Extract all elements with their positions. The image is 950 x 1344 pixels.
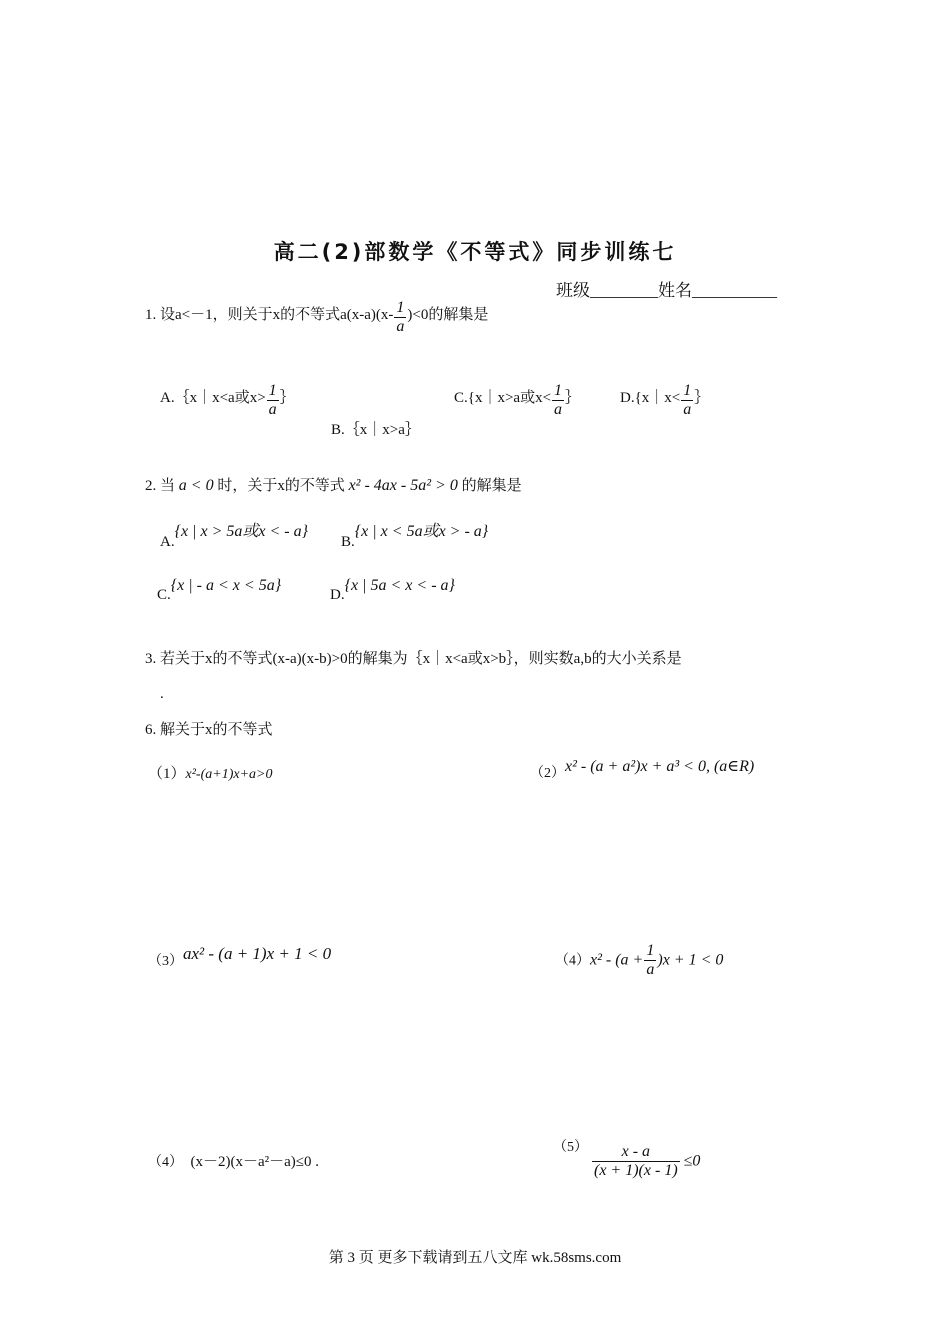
q1-frac-num: 1 — [396, 299, 405, 316]
q1-option-c-fraction — [552, 382, 564, 420]
q6-part-3-label: （3） — [148, 954, 183, 969]
question-6: 6. 解关于x的不等式 — [145, 722, 273, 738]
q2-option-b-label: B. — [341, 534, 355, 550]
q2-stem-a: 2. 当 — [145, 478, 176, 494]
q1-option-c-close: ｝ — [565, 390, 581, 406]
q6-part-1 — [148, 762, 272, 783]
q6-part-6-label: （5） — [553, 1140, 588, 1156]
q2-stem-c: 的解集是 — [461, 478, 522, 494]
page-footer: 第 3 页 更多下载请到五八文库 wk.58sms.com — [328, 1250, 622, 1266]
frac-den: a — [554, 401, 563, 419]
q6-part-2 — [530, 756, 755, 781]
question-3: 3. 若关于x的不等式(x-a)(x-b)>0的解集为｛x｜x<a或x>b｝，则实数a,b的大小关系是 — [145, 651, 682, 667]
page-title: 高二(2)部数学《不等式》同步训练七 — [273, 240, 677, 264]
q6-part-4-label: （4） — [555, 953, 590, 969]
q2-option-d-text: {x | 5a < x < - a} — [344, 577, 455, 594]
q1-option-d — [620, 382, 710, 420]
q1-stem-b: )<0的解集是 — [407, 307, 489, 323]
frac-num: 1 — [554, 382, 563, 399]
frac-den: (x + 1)(x - 1) — [594, 1162, 678, 1180]
q6-part-1-label: （1） — [148, 766, 186, 782]
q2-condition: a < 0 — [178, 477, 214, 494]
q2-option-d — [330, 577, 455, 604]
class-name-line: 班级________姓名__________ — [556, 281, 777, 300]
frac-den: a — [268, 401, 277, 419]
q1-option-b: B.｛x｜x>a｝ — [331, 422, 420, 438]
q2-option-c-label: C. — [157, 587, 171, 603]
q2-stem-b: 时，关于x的不等式 — [217, 478, 345, 494]
q2-option-a — [160, 523, 309, 551]
q2-inequality: x² - 4ax - 5a² > 0 — [348, 477, 458, 494]
q1-stem-a: 1. 设a<－1，则关于x的不等式a(x-a)(x- — [145, 307, 394, 323]
q6-part-4-fraction — [644, 942, 656, 980]
q6-part-6 — [553, 1140, 701, 1181]
q2-option-b-text: {x | x < 5a或x > - a} — [354, 523, 489, 540]
q2-option-d-label: D. — [330, 587, 345, 603]
q2-option-b — [341, 523, 489, 551]
q1-option-c-text: C.{x｜x>a或x< — [454, 390, 552, 406]
q6-part-4-expr-a: x² - (a + — [590, 951, 644, 969]
frac-den: a — [683, 401, 692, 419]
q1-option-a-text: A.｛x｜x<a或x> — [160, 390, 266, 406]
frac-num: x - a — [621, 1143, 651, 1160]
question-3-tail: . — [160, 686, 164, 702]
frac-num: 1 — [646, 942, 655, 959]
q6-part-5-label: （4） — [148, 1155, 183, 1170]
q6-part-4 — [555, 942, 723, 980]
q1-option-a-close: ｝ — [279, 390, 295, 406]
q2-option-a-label: A. — [160, 534, 175, 550]
q1-option-d-fraction — [681, 382, 693, 420]
q1-option-d-text: D.{x｜x< — [620, 390, 681, 406]
q1-frac-den: a — [396, 318, 405, 336]
q2-option-c — [157, 577, 282, 604]
q1-option-c — [454, 382, 581, 420]
q2-option-a-text: {x | x > 5a或x < - a} — [174, 523, 309, 540]
q2-option-c-text: {x | - a < x < 5a} — [170, 577, 282, 594]
q6-part-1-expr: x²-(a+1)x+a>0 — [185, 767, 273, 782]
q6-part-3 — [148, 944, 332, 969]
question-2 — [145, 474, 522, 495]
q6-part-2-expr: x² - (a + a²)x + a³ < 0, (a∈R) — [565, 758, 755, 775]
question-1 — [145, 299, 489, 337]
frac-den: a — [646, 961, 655, 979]
q6-part-2-label: （2） — [530, 766, 565, 781]
q6-part-6-relation: ≤0 — [683, 1152, 701, 1170]
q6-part-6-fraction — [592, 1143, 680, 1181]
q1-fraction — [394, 299, 406, 337]
q6-part-4-expr-b: )x + 1 < 0 — [657, 951, 724, 969]
q6-part-5-expr: (x－2)(x－a²－a)≤0 . — [190, 1154, 320, 1170]
q6-part-5 — [148, 1150, 319, 1171]
frac-num: 1 — [268, 382, 277, 399]
q1-option-a-fraction — [267, 382, 279, 420]
frac-num: 1 — [683, 382, 692, 399]
q1-option-d-close: ｝ — [694, 390, 710, 406]
q6-part-3-expr: ax² - (a + 1)x + 1 < 0 — [183, 944, 332, 963]
q1-option-a — [160, 382, 295, 420]
